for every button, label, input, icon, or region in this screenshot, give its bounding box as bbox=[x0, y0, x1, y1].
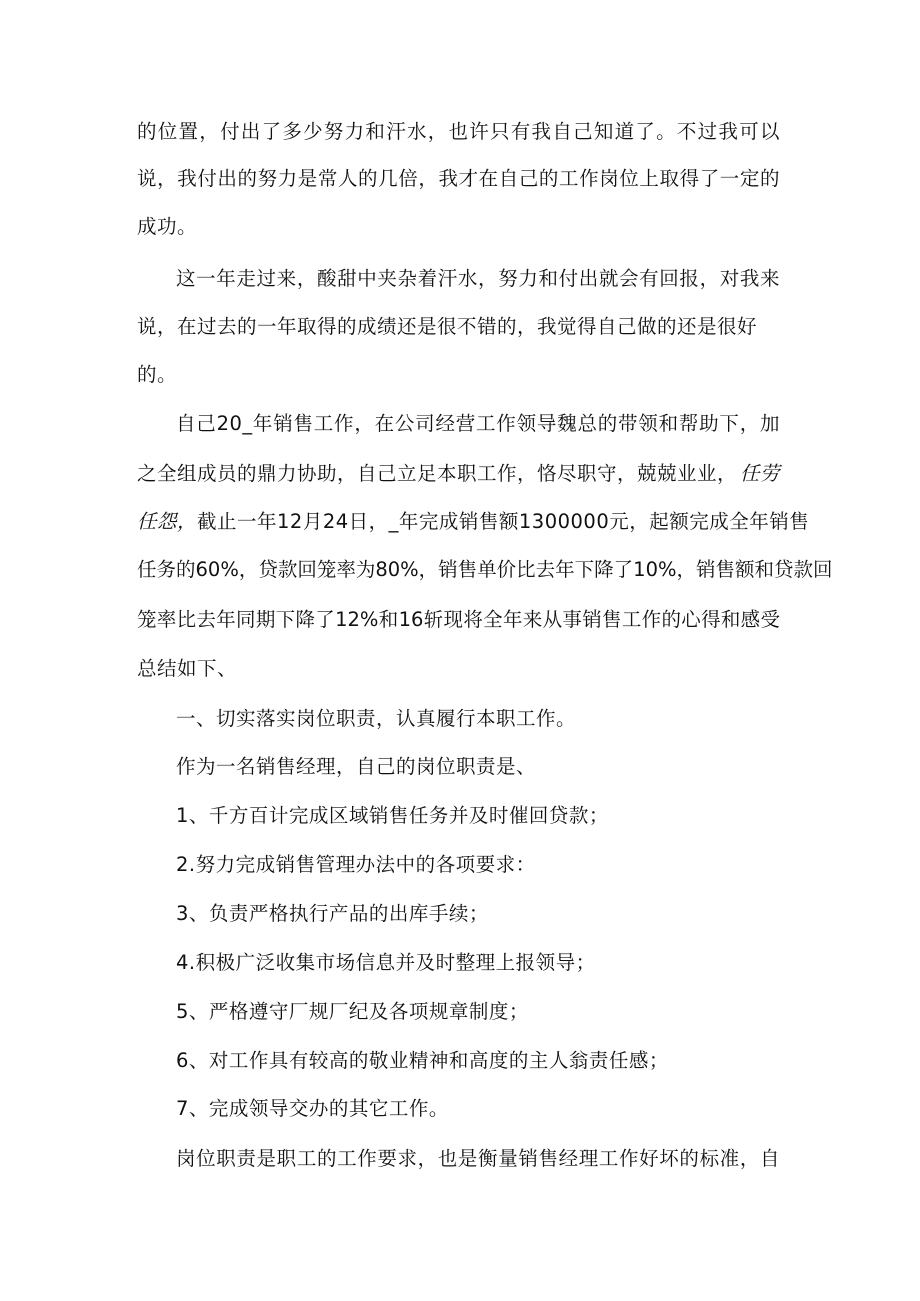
paragraph-3-line-2-italic: 任劳 bbox=[739, 462, 780, 485]
section-heading: 一、切实落实岗位职责，认真履行本职工作。 bbox=[176, 707, 577, 730]
paragraph-3-line-2-text: 之全组成员的鼎力协助，自己立足本职工作，恪尽职守，兢兢业业， bbox=[137, 462, 738, 485]
duty-item-5: 5、严格遵守厂规厂纪及各项规章制度； bbox=[176, 1000, 529, 1023]
paragraph-3-line-2 bbox=[137, 460, 780, 488]
paragraph-3-line-4: 任务的60%，贷款回笼率为80%，销售单价比去年下降了10%，销售额和贷款回 bbox=[137, 558, 833, 581]
paragraph-3-line-3 bbox=[137, 508, 810, 536]
paragraph-3-line-5: 笼率比去年同期下降了12%和16斩现将全年来从事销售工作的心得和感受 bbox=[137, 608, 780, 631]
duty-item-7: 7、完成领导交办的其它工作。 bbox=[176, 1097, 449, 1120]
duty-item-6: 6、对工作具有较高的敬业精神和高度的主人翁责任感； bbox=[176, 1049, 669, 1072]
paragraph-2-line-1: 这一年走过来，酸甜中夹杂着汗水，努力和付出就会有回报，对我来 bbox=[176, 267, 780, 290]
paragraph-2-line-2: 说，在过去的一年取得的成绩还是很不错的，我觉得自己做的还是很好 bbox=[137, 315, 758, 338]
paragraph-3-line-1: 自己20_年销售工作，在公司经营工作领导魏总的带领和帮助下，加 bbox=[176, 412, 780, 435]
paragraph-3-line-3-text: 截止一年12月24日，_年完成销售额1300000元，起额完成全年销售 bbox=[197, 510, 810, 533]
duties-intro: 作为一名销售经理，自己的岗位职责是、 bbox=[176, 755, 537, 778]
duty-item-2: 2.努力完成销售管理办法中的各项要求： bbox=[176, 853, 536, 876]
duty-item-3: 3、负责严格执行产品的出库手续； bbox=[176, 902, 489, 925]
paragraph-2-line-3: 的。 bbox=[137, 363, 178, 386]
paragraph-1-line-3: 成功。 bbox=[137, 215, 198, 238]
paragraph-1-line-2: 说，我付出的努力是常人的几倍，我才在自己的工作岗位上取得了一定的 bbox=[137, 167, 780, 190]
duty-item-4: 4.积极广泛收集市场信息并及时整理上报领导； bbox=[176, 951, 596, 974]
paragraph-3-line-3-italic: 任怨， bbox=[137, 510, 198, 533]
closing-line: 岗位职责是职工的工作要求，也是衡量销售经理工作好坏的标准，自 bbox=[176, 1147, 780, 1170]
duty-item-1: 1、千方百计完成区域销售任务并及时催回贷款； bbox=[176, 804, 609, 827]
paragraph-3-line-6: 总结如下、 bbox=[137, 657, 238, 680]
paragraph-1-line-1: 的位置，付出了多少努力和汗水，也许只有我自己知道了。不过我可以 bbox=[137, 120, 780, 143]
